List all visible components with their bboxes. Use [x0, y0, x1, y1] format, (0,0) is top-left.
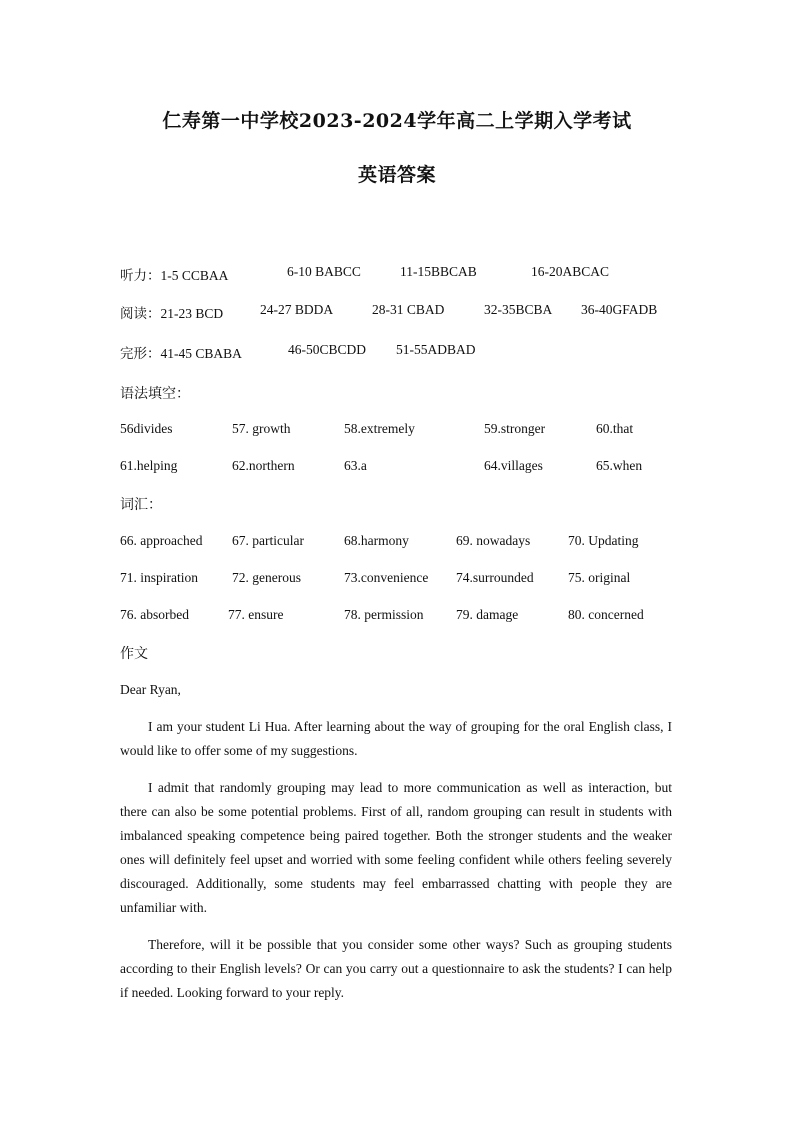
vocab-row — [0, 533, 794, 553]
essay-paragraph: Therefore, will it be possible that you consider some other ways? Such as grouping students according to their English levels? Or can you carry out a questionnaire to ask the students? I can help if needed. Looking forward to your reply. — [120, 937, 672, 1000]
grammar-heading: 语法填空： — [120, 386, 190, 402]
answer-cell: 75. original — [568, 570, 631, 585]
cloze-label: 完形： — [120, 346, 161, 362]
answer-group: 51-55ADBAD — [396, 342, 476, 357]
answer-cell: 59.stronger — [484, 421, 546, 436]
answer-cell: 72. generous — [232, 570, 301, 585]
answer-group: 32-35BCBA — [484, 302, 553, 317]
answer-cell: 62.northern — [232, 458, 295, 473]
answer-cell: 57. growth — [232, 421, 291, 436]
page-subtitle: 英语答案 — [357, 164, 436, 186]
answer-cell: 70. Updating — [568, 533, 639, 548]
answer-cell: 63.a — [344, 458, 367, 473]
answer-cell: 56divides — [120, 421, 173, 436]
answer-group: 28-31 CBAD — [372, 302, 445, 317]
grammar-row — [0, 421, 794, 441]
reading-label: 阅读： — [120, 306, 161, 322]
answer-cell: 69. nowadays — [456, 533, 531, 548]
answer-cell: 71. inspiration — [120, 570, 198, 585]
answer-group: 46-50CBCDD — [288, 342, 367, 357]
vocab-row — [0, 607, 794, 627]
answer-cell: 80. concerned — [568, 607, 644, 622]
answer-group: 41-45 CBABA — [160, 346, 242, 361]
answer-cell: 65.when — [596, 458, 643, 473]
answer-cell: 64.villages — [484, 458, 543, 473]
vocab-heading: 词汇： — [120, 497, 162, 513]
answer-cell: 58.extremely — [344, 421, 415, 436]
listening-label: 听力： — [120, 268, 161, 284]
answer-cell: 76. absorbed — [120, 607, 189, 622]
answer-group: 6-10 BABCC — [287, 264, 361, 279]
cloze-line — [120, 342, 242, 362]
answer-group: 16-20ABCAC — [531, 264, 610, 279]
answer-group: 24-27 BDDA — [260, 302, 334, 317]
essay-paragraph: I admit that randomly grouping may lead to more communication as well as interaction, but there can also be some potential problems. First of all, random grouping can result in students with imbalanced speaking competence being paired together. Both the stronger students and the weaker ones will definitely feel upset and worried with some feeling confident while others feeling severely discouraged. Additionally, some students may feel embarrassed chatting with people they are unfamiliar with. — [120, 780, 672, 915]
essay-salutation: Dear Ryan, — [120, 682, 181, 697]
answer-group: 1-5 CCBAA — [160, 268, 229, 283]
answer-cell: 73.convenience — [344, 570, 429, 585]
essay-heading: 作文 — [120, 646, 148, 662]
answer-cell: 67. particular — [232, 533, 304, 548]
answer-cell: 60.that — [596, 421, 634, 436]
vocab-row — [0, 570, 794, 590]
essay-paragraph: I am your student Li Hua. After learning about the way of grouping for the oral English class, I would like to offer some of my suggestions. — [120, 719, 672, 758]
reading-line — [120, 302, 223, 322]
answer-cell: 78. permission — [344, 607, 424, 622]
answer-cell: 74.surrounded — [456, 570, 534, 585]
answer-cell: 79. damage — [456, 607, 519, 622]
answer-cell: 68.harmony — [344, 533, 409, 548]
answer-group: 21-23 BCD — [160, 306, 224, 321]
answer-group: 11-15BBCAB — [400, 264, 477, 279]
listening-line — [120, 264, 228, 284]
answer-cell: 77. ensure — [228, 607, 284, 622]
answer-cell: 61.helping — [120, 458, 178, 473]
answer-group: 36-40GFADB — [581, 302, 658, 317]
grammar-row — [0, 458, 794, 478]
page-title: 仁寿第一中学校2023-2024学年高二上学期入学考试 — [162, 110, 632, 132]
answer-cell: 66. approached — [120, 533, 203, 548]
